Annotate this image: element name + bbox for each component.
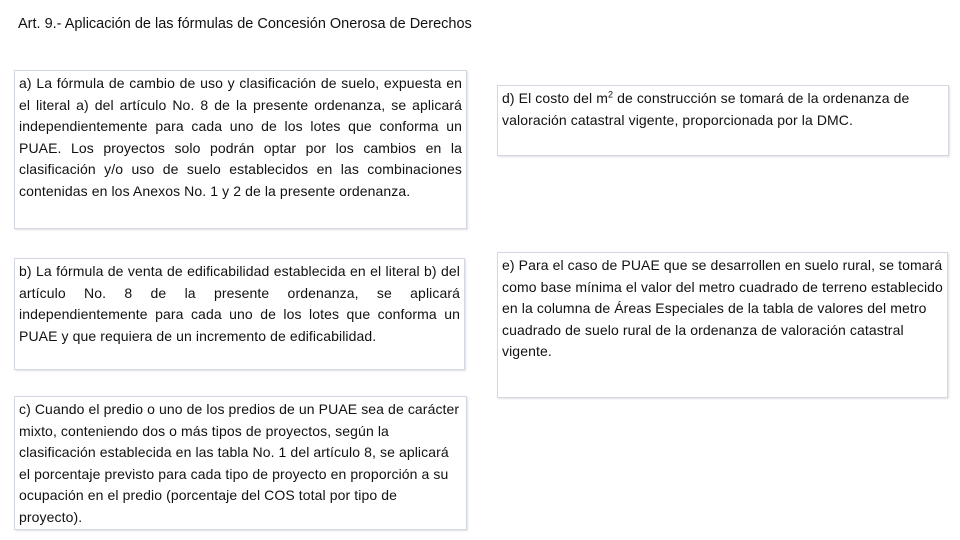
- paragraph-d-box: [497, 85, 949, 156]
- paragraph-d-text-end: de construcción se tomará de la ordenanza de valoración catastral vigente, proporcionada por la DMC.: [502, 90, 910, 128]
- paragraph-a-box: [14, 70, 467, 229]
- paragraph-e-text: e) Para el caso de PUAE que se desarrollen en suelo rural, se tomará como base mínima el valor del metro cuadrado de terreno establecido en la columna de Áreas Especiales de la tabla de valores del metro cuadrado de suelo rural de la ordenanza de valoración catastral vigente.: [502, 257, 943, 359]
- paragraph-b-text: b) La fórmula de venta de edificabilidad establecida en el literal b) del artículo No. 8 de la presente ordenanza, se aplicará independientemente para cada uno de los lotes que conforma un PUAE y que requiera de un incremento de edificabilidad.: [19, 263, 460, 344]
- paragraph-b-box: [14, 258, 465, 370]
- paragraph-c-text: c) Cuando el predio o uno de los predios de un PUAE sea de carácter mixto, conteniendo dos o más tipos de proyectos, según la clasificación establecida en las tabla No. 1 del artículo 8, se aplicará el porcentaje previsto para cada tipo de proyecto en proporción a su ocupación en el predio (porcentaje del COS total por tipo de proyecto).: [19, 401, 460, 525]
- paragraph-a-text: a) La fórmula de cambio de uso y clasificación de suelo, expuesta en el literal a) del artículo No. 8 de la presente ordenanza, se aplicará independientemente para cada uno de los lotes que conforma un PUAE. Los proyectos solo podrán optar por los cambios en la clasificación y/o uso de suelo establecidos en las combinaciones contenidas en los Anexos No. 1 y 2 de la presente ordenanza.: [19, 75, 462, 199]
- paragraph-d-text-start: d) El costo del m: [502, 90, 608, 106]
- article-title: Art. 9.- Aplicación de las fórmulas de Concesión Onerosa de Derechos: [18, 16, 472, 32]
- square-superscript: 2: [607, 89, 614, 100]
- paragraph-c-box: [14, 396, 467, 530]
- paragraph-e-box: [497, 252, 948, 398]
